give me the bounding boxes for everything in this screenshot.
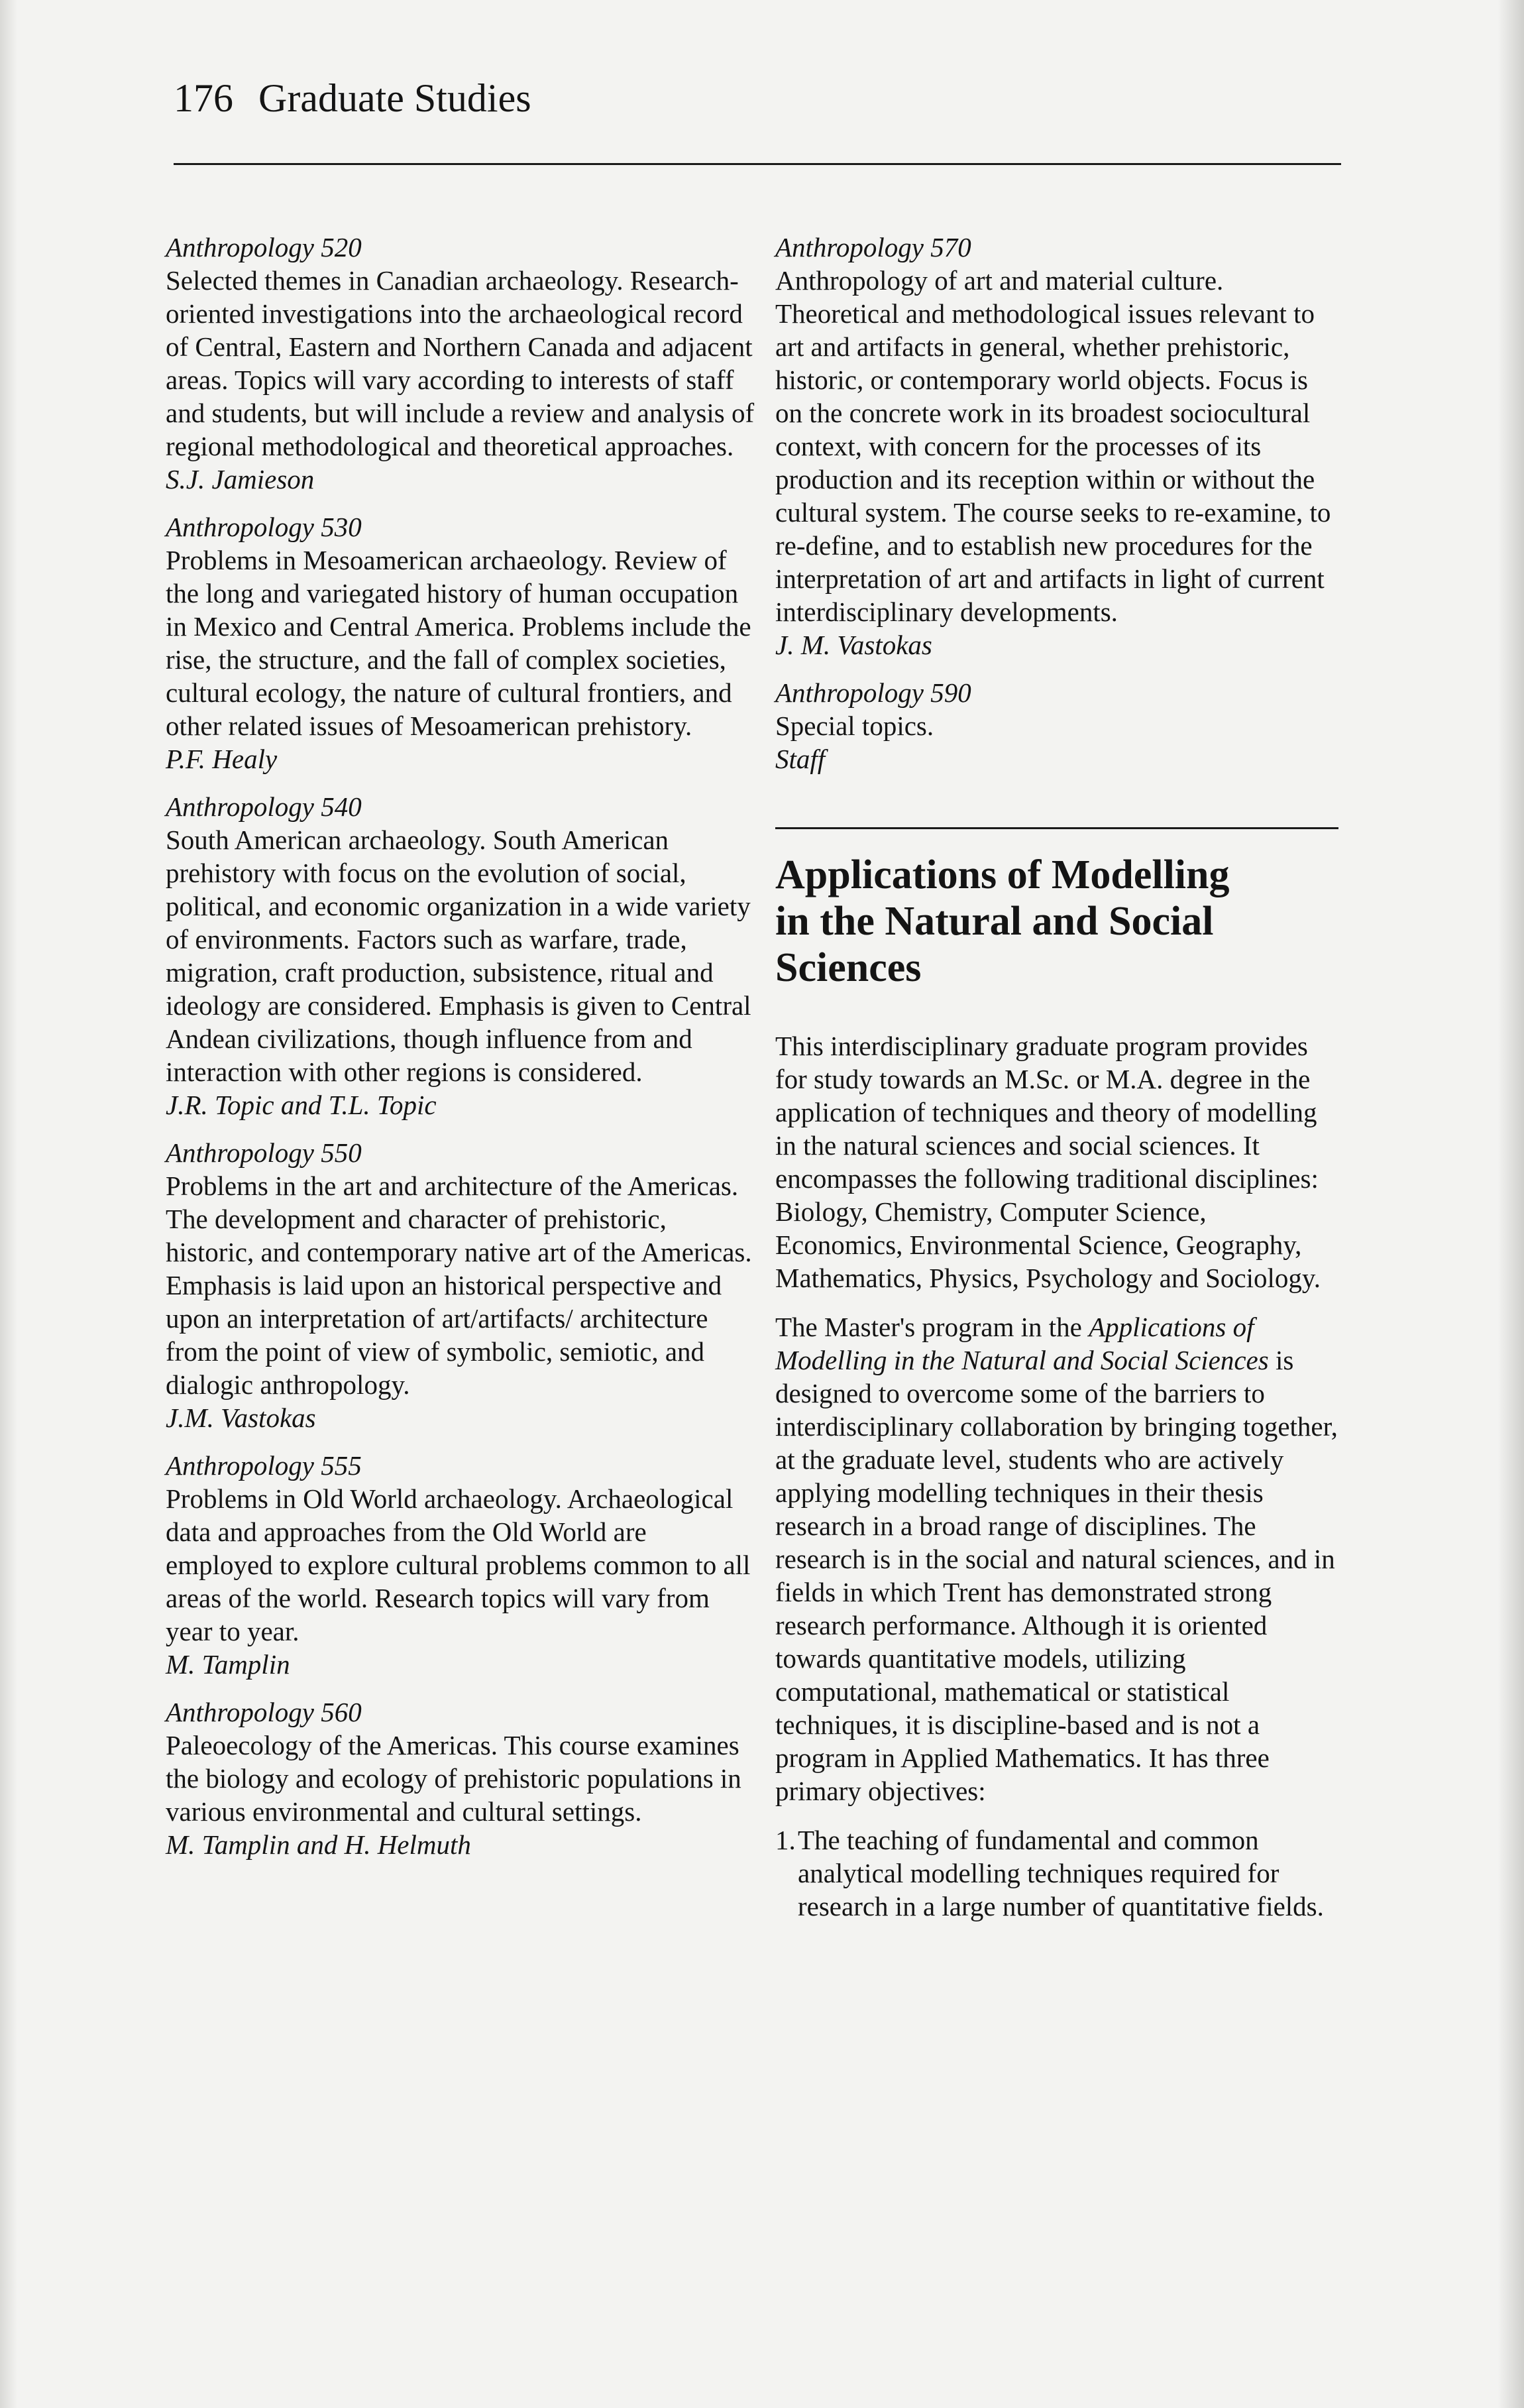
course-instructor: J. M. Vastokas <box>775 630 932 660</box>
course-code: Anthropology 530 <box>166 512 362 542</box>
header-title: Graduate Studies <box>258 76 531 120</box>
course-code: Anthropology 555 <box>166 1450 362 1481</box>
section-title: Applications of Modelling in the Natural and Social Sciences <box>775 852 1230 990</box>
scan-edge-right <box>1497 0 1524 2408</box>
course-entry <box>166 1695 755 1861</box>
course-instructor: M. Tamplin <box>166 1649 290 1680</box>
course-entry <box>166 790 755 1121</box>
section-rule <box>775 827 1338 829</box>
header-rule <box>174 163 1341 165</box>
program-name: Applications of Modelling in the Natural and Social Sciences <box>775 1312 1269 1375</box>
program-description-paragraph <box>775 1310 1338 1807</box>
objective-text: The teaching of fundamental and common analytical modelling techniques required for research in a large number of quantitative fields. <box>798 1825 1324 1921</box>
course-instructor: S.J. Jamieson <box>166 464 315 494</box>
paragraph-text: The Master's program in the <box>775 1312 1089 1342</box>
course-code: Anthropology 560 <box>166 1697 362 1727</box>
course-description: South American archaeology. South American prehistory with focus on the evolution of social, political, and economic organization in a wide variety of environments. Factors such as warfare, trade, migration, craft production, subsistence, ritual and ideology are considered. Emphasis is given to Central Andean civilizations, though influence from and interaction with other regions is considered. <box>166 825 751 1087</box>
paragraph-text: is designed to overcome some of the barriers to interdisciplinary collaboration by bringing together, at the graduate level, students who are actively applying modelling techniques in their thesis research in a broad range of disciplines. The research is in the social and natural sciences, and in fields in which Trent has demonstrated strong research performance. Although it is oriented towards quantitative models, utilizing computational, mathematical or statistical techniques, it is discipline-based and is not a program in Applied Mathematics. It has three primary objectives: <box>775 1345 1338 1806</box>
page-number: 176 <box>174 76 233 120</box>
course-code: Anthropology 520 <box>166 232 362 262</box>
course-entry <box>775 231 1338 661</box>
course-description: Paleoecology of the Americas. This course examines the biology and ecology of prehistoric populations in various environmental and cultural settings. <box>166 1730 741 1827</box>
objective-item <box>775 1823 1338 1923</box>
course-instructor: Staff <box>775 744 826 774</box>
course-code: Anthropology 570 <box>775 232 971 262</box>
course-description: Problems in the art and architecture of the Americas. The development and character of prehistoric, historic, and contemporary native art of the Americas. Emphasis is laid upon an historical perspective and upon an interpretation of art/artifacts/ architecture from the point of view of symbolic, semiotic, and dialogic anthropology. <box>166 1171 752 1400</box>
course-instructor: M. Tamplin and H. Helmuth <box>166 1829 471 1860</box>
scan-edge-left <box>0 0 17 2408</box>
course-description: Anthropology of art and material culture. Theoretical and methodological issues relevant to art and artifacts in general, whether prehistoric, historic, or contemporary world objects. Focus is on the concrete work in its broadest sociocultural context, with concern for the processes of its production and its reception within or without the cultural system. The course seeks to re-examine, to re-define, and to establish new procedures for the interpretation of art and artifacts in light of current interdisciplinary developments. <box>775 265 1331 627</box>
course-description: Problems in Mesoamerican archaeology. Review of the long and variegated history of human occupation in Mexico and Central America. Problems include the rise, the structure, and the fall of complex societies, cultural ecology, the nature of cultural frontiers, and other related issues of Mesoamerican prehistory. <box>166 545 751 741</box>
course-code: Anthropology 550 <box>166 1137 362 1168</box>
course-instructor: P.F. Healy <box>166 744 278 774</box>
course-code: Anthropology 540 <box>166 791 362 822</box>
page-header <box>174 72 531 125</box>
course-entry <box>166 1449 755 1681</box>
course-entry <box>166 231 755 496</box>
course-instructor: J.M. Vastokas <box>166 1403 316 1433</box>
program-intro-paragraph: This interdisciplinary graduate program provides for study towards an M.Sc. or M.A. degree in the application of techniques and theory of modelling in the natural sciences and social sciences. It encompasses the following traditional disciplines: Biology, Chemistry, Computer Science, Economics, Environmental Science, Geography, Mathematics, Physics, Psychology and Sociology. <box>775 1031 1321 1293</box>
course-description: Selected themes in Canadian archaeology. Research-oriented investigations into the archaeological record of Central, Eastern and Northern Canada and adjacent areas. Topics will vary according to interests of staff and students, but will include a review and analysis of regional methodological and theoretical approaches. <box>166 265 755 461</box>
right-column <box>775 231 1338 1923</box>
course-entry <box>166 1136 755 1434</box>
course-code: Anthropology 590 <box>775 677 971 708</box>
course-description: Problems in Old World archaeology. Archaeological data and approaches from the Old World are employed to explore cultural problems common to all areas of the world. Research topics will vary from year to year. <box>166 1483 751 1646</box>
course-entry <box>775 676 1338 775</box>
course-description: Special topics. <box>775 711 934 741</box>
objective-number: 1. <box>775 1825 796 1855</box>
left-column <box>166 231 755 1876</box>
course-entry <box>166 510 755 775</box>
course-instructor: J.R. Topic and T.L. Topic <box>166 1090 437 1120</box>
